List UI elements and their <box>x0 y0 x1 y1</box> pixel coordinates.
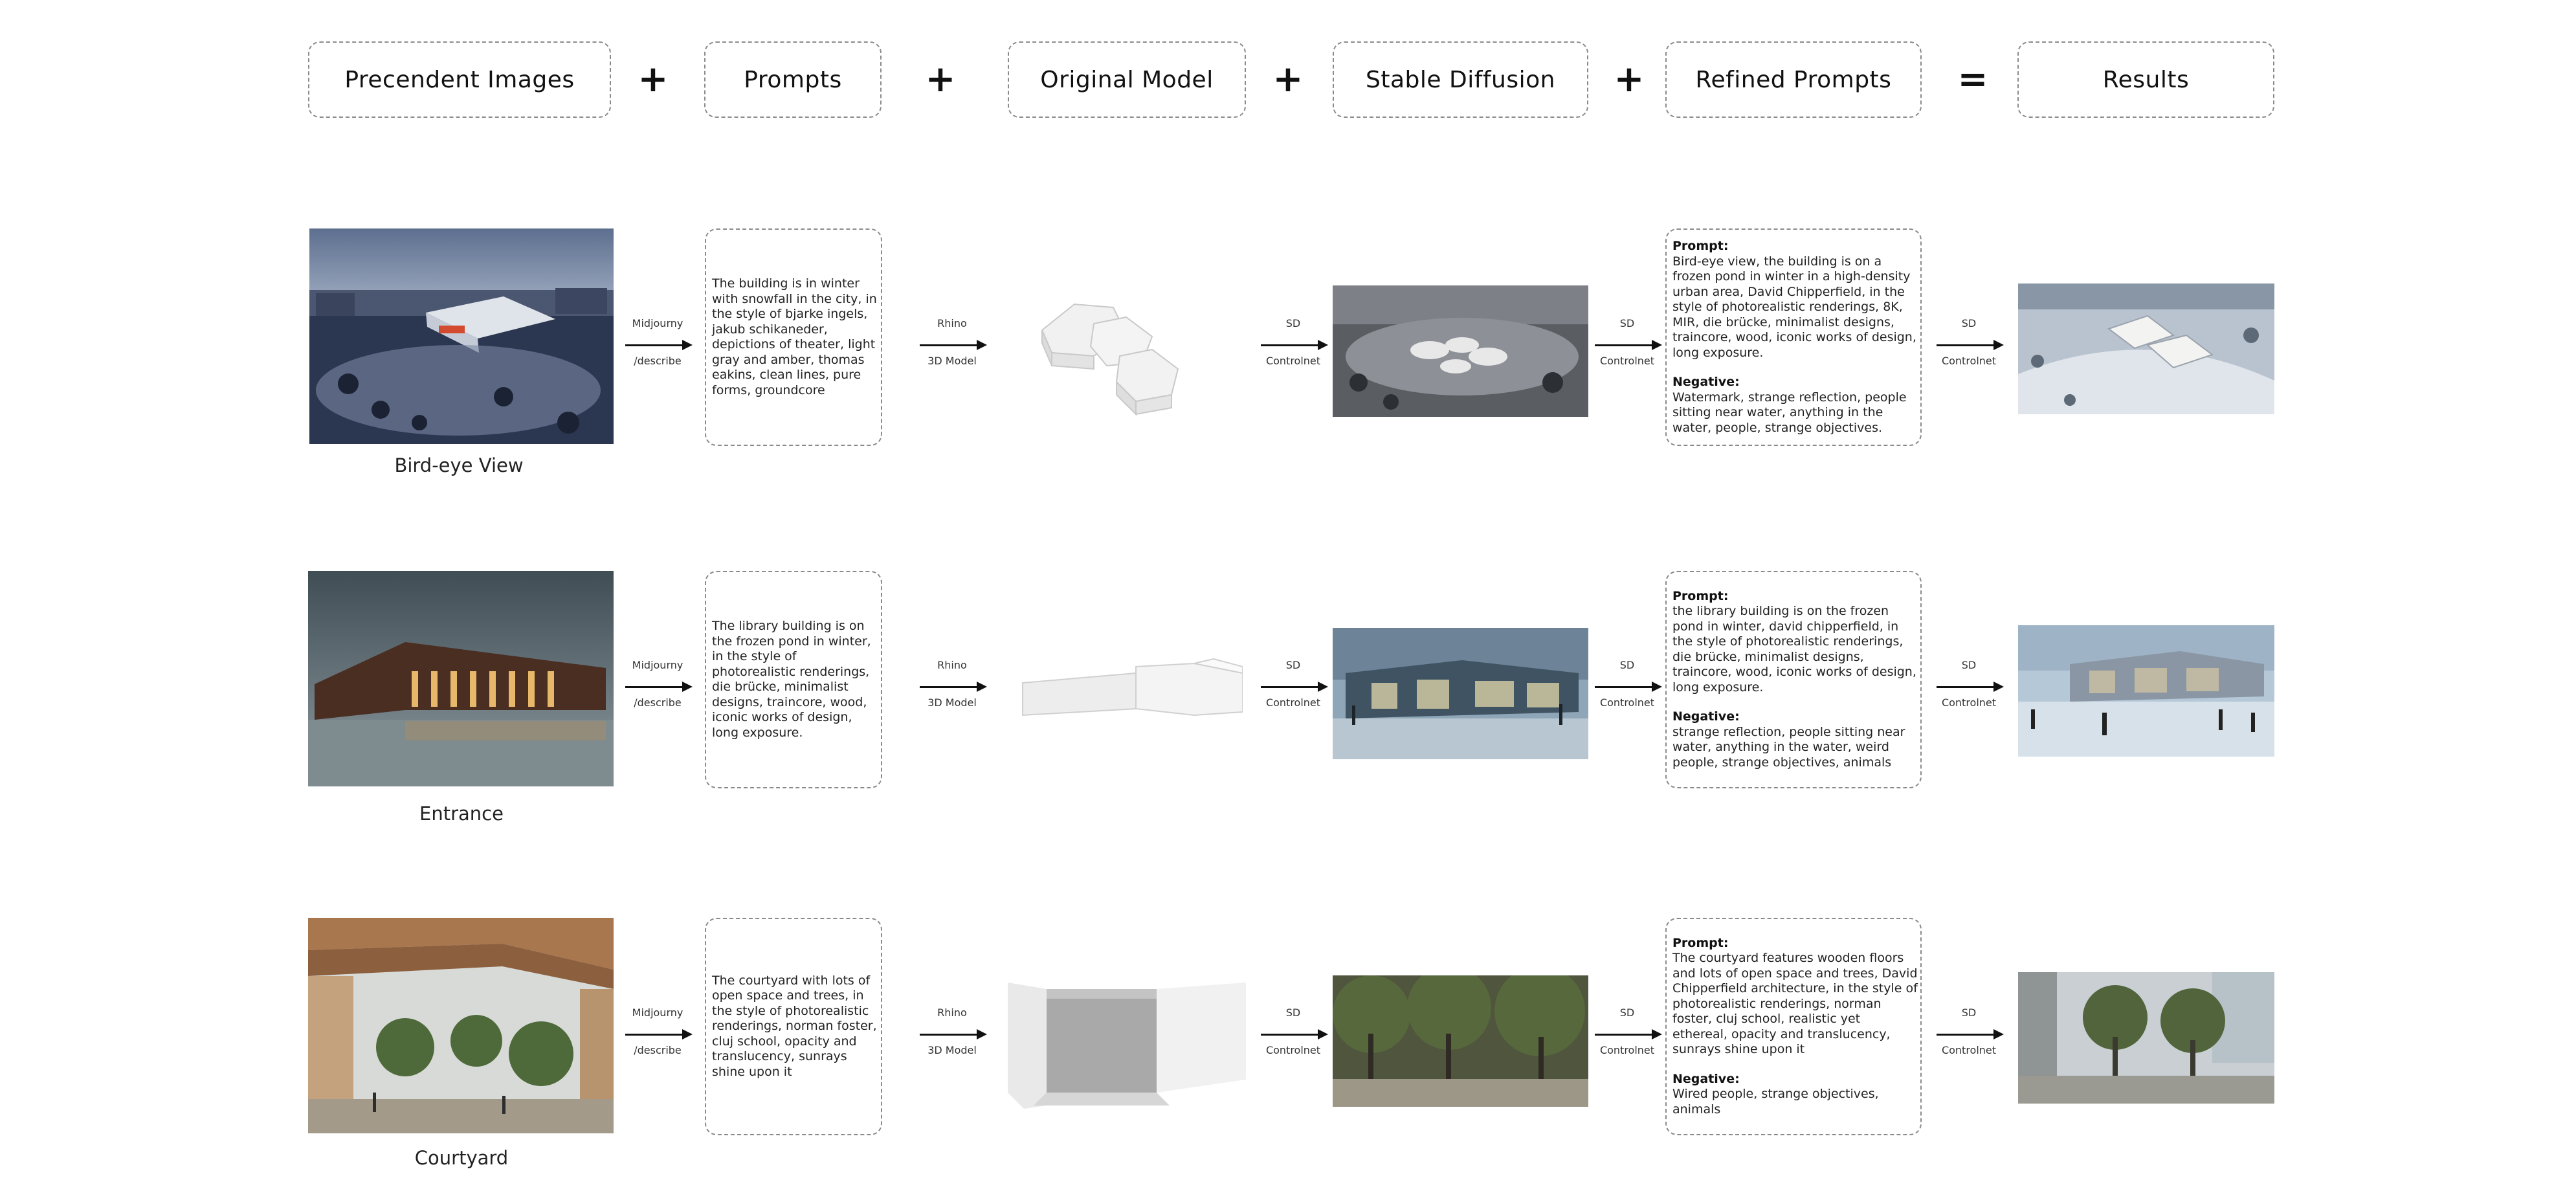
prompt-box-courtyard <box>705 918 882 1135</box>
arrow-head-icon <box>682 340 693 350</box>
arrow-head-icon <box>1318 682 1328 692</box>
arrow-sd <box>1592 659 1662 717</box>
arrow-head-icon <box>682 682 693 692</box>
arrow-sd <box>1934 317 2004 375</box>
negative-label: Negative: <box>1672 1071 1740 1086</box>
negative-prompt-text: Watermark, strange reflection, people sitting near water, anything in the water, people, strange objectives. <box>1672 390 1907 435</box>
prompt-text: The courtyard with lots of open space and trees, in the style of photorealistic renderings, norman foster, cluj school, opacity and translucency, sunrays shine upon it <box>712 973 877 1079</box>
prompt-text: The library building is on the frozen pond in winter, in the style of photorealistic renderings, die brücke, minimalist designs, traincore, wood, iconic works of design, long exposure. <box>712 619 871 740</box>
arrow-line <box>920 686 979 688</box>
arrow-label-top: SD <box>1961 659 1977 671</box>
arrow-line <box>625 686 685 688</box>
precedent-image-entrance <box>308 571 614 786</box>
arrow-label-top: SD <box>1285 1006 1301 1019</box>
arrow-head-icon <box>977 1029 987 1039</box>
arrow-label-bottom: Controlnet <box>1265 1044 1321 1056</box>
arrow-line <box>1595 1034 1654 1036</box>
arrow-label-top: SD <box>1619 317 1635 329</box>
arrow-label-bottom: /describe <box>634 1044 682 1056</box>
arrow-label-bottom: Controlnet <box>1599 355 1655 367</box>
refined-prompt-text: The courtyard features wooden floors and lots of open space and trees, David Chipperfield architecture, in the style of photorealistic renderings, norman foster, cluj school, realistic yet ethereal, opacity and translucency, sunrays shine upon it <box>1672 951 1918 1057</box>
negative-prompt-text: strange reflection, people sitting near water, anything in the water, weird people, strange objectives, animals <box>1672 724 1905 770</box>
arrow-label-top: SD <box>1961 1006 1977 1019</box>
arrow-rhino <box>917 659 987 717</box>
original-model-courtyard <box>1008 983 1246 1109</box>
header-box-refined-prompts <box>1665 41 1922 118</box>
plus-operator: + <box>638 58 669 100</box>
refined-prompt-text: the library building is on the frozen pond in winter, david chipperfield, in the style of photorealistic renderings, die brücke, minimalist designs, traincore, wood, iconic works of design, long exposure. <box>1672 604 1916 695</box>
arrow-label-top: Rhino <box>937 317 967 329</box>
header-box-prompts <box>704 41 882 118</box>
arrow-label-top: SD <box>1285 659 1301 671</box>
result-image-bird-eye <box>2018 283 2274 414</box>
original-model-bird-eye <box>1023 278 1217 427</box>
arrow-label-bottom: 3D Model <box>927 355 977 367</box>
arrow-line <box>1261 344 1320 346</box>
header-label: Precendent Images <box>344 66 575 93</box>
arrow-midjourney <box>623 317 693 375</box>
prompt-box-entrance <box>705 571 882 788</box>
negative-label: Negative: <box>1672 375 1740 389</box>
arrow-line <box>1261 1034 1320 1036</box>
arrow-midjourney <box>623 659 693 717</box>
arrow-label-top: Rhino <box>937 659 967 671</box>
refined-prompt-box-entrance <box>1665 571 1922 788</box>
caption-bird-eye-view: Bird-eye View <box>394 454 524 476</box>
original-model-entrance <box>1019 654 1243 728</box>
arrow-label-top: SD <box>1619 1006 1635 1019</box>
arrow-rhino <box>917 1006 987 1065</box>
arrow-head-icon <box>1993 682 2004 692</box>
arrow-head-icon <box>1318 1029 1328 1039</box>
header-box-stable-diffusion <box>1333 41 1588 118</box>
arrow-label-top: Midjourny <box>632 1006 683 1019</box>
arrow-line <box>1937 1034 1996 1036</box>
stable-diffusion-image-entrance <box>1333 628 1588 759</box>
arrow-sd <box>1592 1006 1662 1065</box>
result-image-courtyard <box>2018 972 2274 1104</box>
arrow-sd <box>1934 659 2004 717</box>
header-box-original-model <box>1008 41 1246 118</box>
arrow-midjourney <box>623 1006 693 1065</box>
arrow-line <box>1595 686 1654 688</box>
plus-operator: + <box>1272 58 1304 100</box>
refined-prompt-box-courtyard <box>1665 918 1922 1135</box>
plus-operator: + <box>1614 58 1645 100</box>
header-label: Results <box>2102 66 2190 93</box>
arrow-label-top: Rhino <box>937 1006 967 1019</box>
arrow-label-bottom: 3D Model <box>927 1044 977 1056</box>
arrow-head-icon <box>1652 340 1662 350</box>
negative-prompt-text: Wired people, strange objectives, animals <box>1672 1087 1879 1117</box>
arrow-label-bottom: Controlnet <box>1941 355 1997 367</box>
arrow-sd <box>1258 659 1328 717</box>
arrow-label-top: SD <box>1961 317 1977 329</box>
arrow-line <box>1261 686 1320 688</box>
prompt-label: Prompt: <box>1672 239 1729 253</box>
header-label: Stable Diffusion <box>1366 66 1555 93</box>
stable-diffusion-image-courtyard <box>1333 975 1588 1107</box>
header-label: Original Model <box>1040 66 1214 93</box>
plus-operator: + <box>925 58 956 100</box>
arrow-line <box>1937 344 1996 346</box>
arrow-line <box>920 1034 979 1036</box>
arrow-label-top: Midjourny <box>632 659 683 671</box>
arrow-head-icon <box>1652 682 1662 692</box>
arrow-line <box>1937 686 1996 688</box>
arrow-sd <box>1592 317 1662 375</box>
arrow-line <box>920 344 979 346</box>
arrow-label-bottom: Controlnet <box>1265 696 1321 709</box>
negative-label: Negative: <box>1672 709 1740 724</box>
arrow-sd <box>1258 1006 1328 1065</box>
precedent-image-bird-eye <box>309 228 614 444</box>
arrow-label-bottom: Controlnet <box>1941 1044 1997 1056</box>
caption-entrance: Entrance <box>419 803 504 825</box>
arrow-head-icon <box>1993 1029 2004 1039</box>
header-box-results <box>2017 41 2274 118</box>
arrow-head-icon <box>977 340 987 350</box>
arrow-label-bottom: Controlnet <box>1599 696 1655 709</box>
arrow-label-top: SD <box>1619 659 1635 671</box>
precedent-image-courtyard <box>308 918 614 1133</box>
prompt-text: The building is in winter with snowfall in the city, in the style of bjarke ingels, jakub schikaneder, depictions of theater, light gray and amber, thomas eakins, clean lines, pure forms, groundcore <box>712 276 877 397</box>
header-box-precedent-images <box>308 41 611 118</box>
arrow-label-bottom: Controlnet <box>1599 1044 1655 1056</box>
arrow-label-top: SD <box>1285 317 1301 329</box>
equals-operator: = <box>1957 58 1988 100</box>
caption-courtyard: Courtyard <box>414 1147 509 1169</box>
refined-prompt-box-bird-eye <box>1665 228 1922 446</box>
result-image-entrance <box>2018 625 2274 757</box>
arrow-head-icon <box>977 682 987 692</box>
prompt-label: Prompt: <box>1672 935 1729 950</box>
arrow-head-icon <box>1318 340 1328 350</box>
arrow-line <box>625 1034 685 1036</box>
arrow-label-bottom: Controlnet <box>1265 355 1321 367</box>
arrow-label-bottom: Controlnet <box>1941 696 1997 709</box>
arrow-label-bottom: 3D Model <box>927 696 977 709</box>
refined-prompt-text: Bird-eye view, the building is on a frozen pond in winter in a high-density urban area, David Chipperfield, in the style of photorealistic renderings, 8K, MIR, die brücke, minimalist designs, traincore, wood, iconic works of design, long exposure. <box>1672 254 1916 360</box>
arrow-head-icon <box>682 1029 693 1039</box>
arrow-head-icon <box>1652 1029 1662 1039</box>
arrow-line <box>625 344 685 346</box>
header-label: Prompts <box>744 66 842 93</box>
arrow-line <box>1595 344 1654 346</box>
arrow-label-top: Midjourny <box>632 317 683 329</box>
stable-diffusion-image-bird-eye <box>1333 285 1588 417</box>
arrow-label-bottom: /describe <box>634 355 682 367</box>
prompt-label: Prompt: <box>1672 588 1729 603</box>
arrow-sd <box>1934 1006 2004 1065</box>
arrow-rhino <box>917 317 987 375</box>
arrow-head-icon <box>1993 340 2004 350</box>
prompt-box-bird-eye <box>705 228 882 446</box>
header-label: Refined Prompts <box>1695 66 1892 93</box>
arrow-sd <box>1258 317 1328 375</box>
arrow-label-bottom: /describe <box>634 696 682 709</box>
